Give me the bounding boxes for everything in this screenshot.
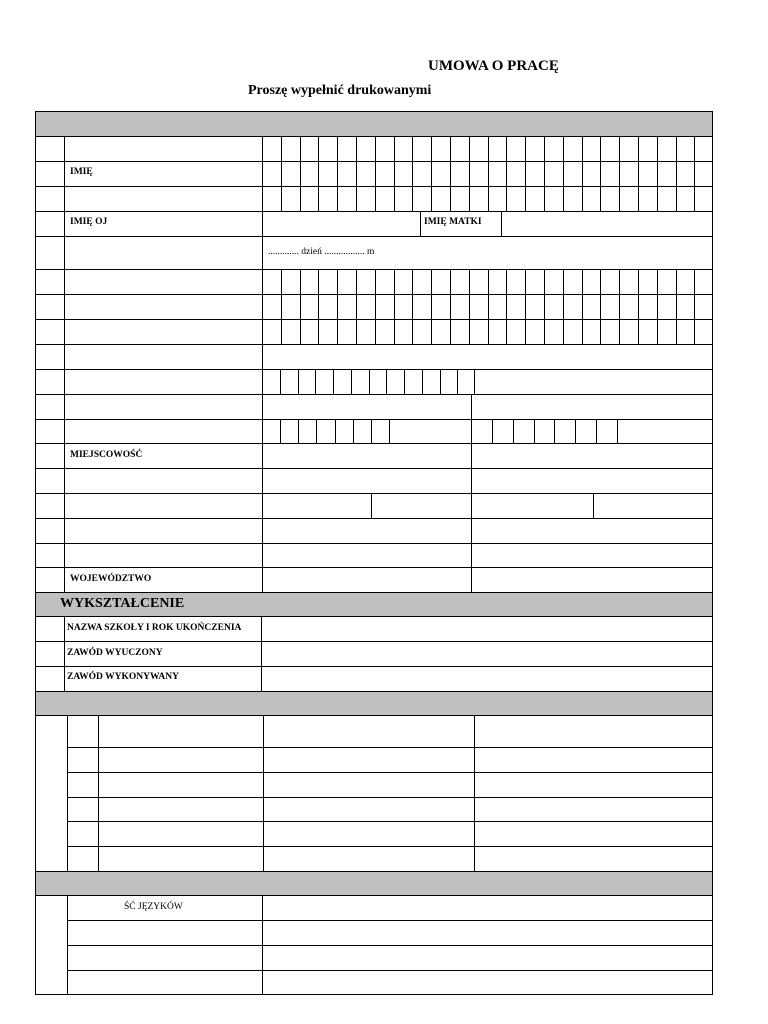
letter-boxes-first-name[interactable] — [262, 161, 713, 186]
section-bar-personal — [35, 111, 713, 137]
section-bar-languages — [35, 871, 713, 896]
locality-field[interactable] — [263, 444, 470, 467]
voivodeship-field[interactable] — [263, 568, 470, 591]
digit-boxes-row12-left[interactable] — [262, 419, 389, 443]
father-name-field[interactable] — [263, 212, 419, 235]
letter-boxes-row7[interactable] — [262, 294, 713, 319]
voivodeship-label: WOJEWÓDZTWO — [70, 574, 152, 584]
locality-label: MIEJSCOWOŚĆ — [70, 450, 143, 460]
education-title: WYKSZTAŁCENIE — [60, 596, 185, 611]
practiced-profession-label: ZAWÓD WYKONYWANY — [67, 672, 179, 682]
document-title: UMOWA O PRACĘ — [428, 58, 559, 74]
language-knowledge-field[interactable] — [263, 897, 712, 919]
first-name-label: IMIĘ — [70, 167, 93, 177]
school-field[interactable] — [262, 618, 712, 640]
digit-boxes-row10[interactable] — [262, 369, 475, 394]
letter-boxes-row6[interactable] — [262, 269, 713, 294]
practiced-profession-field[interactable] — [262, 667, 712, 690]
birth-date-field[interactable] — [263, 237, 712, 268]
letter-boxes-row8[interactable] — [262, 319, 713, 344]
digit-boxes-row12-right[interactable] — [471, 419, 617, 443]
father-name-label: IMIĘ OJ — [70, 217, 108, 227]
mother-name-label: IMIĘ MATKI — [424, 217, 482, 227]
document-subtitle: Proszę wypełnić drukowanymi — [248, 83, 432, 98]
school-label: NAZWA SZKOŁY I ROK UKOŃCZENIA — [67, 623, 242, 633]
section-bar-employment — [35, 691, 713, 716]
letter-boxes-row1[interactable] — [262, 137, 713, 161]
mother-name-field[interactable] — [502, 212, 712, 235]
learned-profession-field[interactable] — [262, 642, 712, 665]
birth-date-text: ............. dzień ................. m — [268, 247, 375, 257]
language-knowledge-label: ŚĆ JĘZYKÓW — [124, 902, 183, 912]
letter-boxes-row3[interactable] — [262, 186, 713, 211]
learned-profession-label: ZAWÓD WYUCZONY — [67, 648, 163, 658]
